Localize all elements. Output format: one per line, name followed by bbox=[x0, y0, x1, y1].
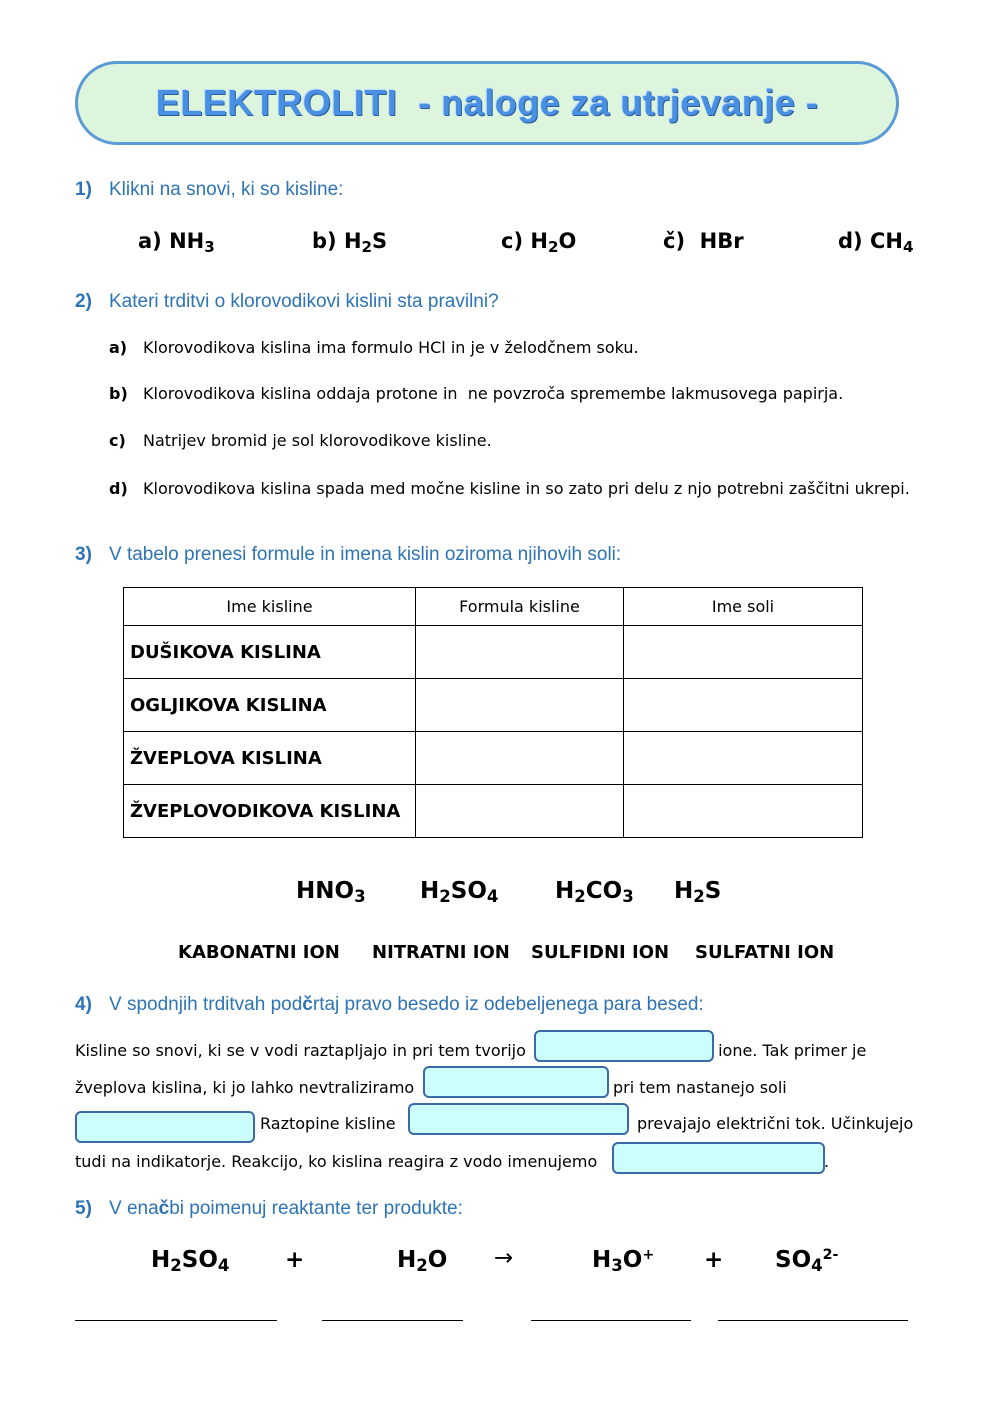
answer-line-1[interactable] bbox=[75, 1320, 277, 1321]
table-header: Ime soli bbox=[624, 588, 863, 626]
salt-drop-cell[interactable] bbox=[624, 785, 863, 838]
acid-name: ŽVEPLOVA KISLINA bbox=[124, 732, 416, 785]
blank-3[interactable] bbox=[75, 1111, 255, 1143]
q2-statement-a[interactable]: a) Klorovodikova kislina ima formulo HCl in je v želodčnem soku. bbox=[109, 338, 639, 357]
table-row bbox=[124, 785, 863, 838]
question-number: 5) bbox=[75, 1198, 92, 1219]
salt-drop-cell[interactable] bbox=[624, 679, 863, 732]
answer-line-4[interactable] bbox=[718, 1320, 908, 1321]
table-row bbox=[124, 626, 863, 679]
ion-nitrate[interactable]: NITRATNI ION bbox=[372, 942, 510, 963]
q2-statement-d[interactable]: d) Klorovodikova kislina spada med močne kisline in so zato pri delu z njo potrebni zaščitni ukrepi. bbox=[109, 479, 910, 498]
plus-sign: + bbox=[704, 1247, 724, 1273]
q1-option-b[interactable]: b) $H_2S$ bbox=[312, 229, 388, 256]
table-header: Ime kisline bbox=[124, 588, 416, 626]
question-text: Kateri trditvi o klorovodikovi kislini sta pravilni? bbox=[109, 291, 499, 312]
formula-h2co3[interactable]: $H_2CO_3$ bbox=[555, 878, 634, 907]
acid-table bbox=[123, 587, 863, 838]
formula-drop-cell[interactable] bbox=[416, 785, 624, 838]
reactant-h2so4: $H_2SO_4$ bbox=[151, 1247, 230, 1276]
question-3 bbox=[75, 544, 621, 566]
answer-line-2[interactable] bbox=[322, 1320, 463, 1321]
formula-h2so4[interactable]: $H_2SO_4$ bbox=[420, 878, 499, 907]
q2-statement-b[interactable]: b) Klorovodikova kislina oddaja protone in ne povzroča spremembe lakmusovega papirja. bbox=[109, 384, 844, 403]
salt-drop-cell[interactable] bbox=[624, 626, 863, 679]
formula-drop-cell[interactable] bbox=[416, 679, 624, 732]
table-header: Formula kisline bbox=[416, 588, 624, 626]
acid-name: DUŠIKOVA KISLINA bbox=[124, 626, 416, 679]
blank-2[interactable] bbox=[423, 1066, 609, 1098]
q1-option-a[interactable]: a) $NH_3$ bbox=[138, 229, 215, 256]
ion-carbonate[interactable]: KABONATNI ION bbox=[178, 942, 340, 963]
ion-sulfide[interactable]: SULFIDNI ION bbox=[531, 942, 670, 963]
q4-text-line: . bbox=[824, 1152, 830, 1171]
formula-drop-cell[interactable] bbox=[416, 626, 624, 679]
q4-text-line: Kisline so snovi, ki se v vodi raztapljajo in pri tem tvorijo bbox=[75, 1041, 526, 1060]
acid-name: OGLJIKOVA KISLINA bbox=[124, 679, 416, 732]
question-text: Klikni na snovi, ki so kisline: bbox=[109, 179, 344, 200]
ion-sulfate[interactable]: SULFATNI ION bbox=[695, 942, 835, 963]
q4-text-line: žveplova kislina, ki jo lahko nevtraliziramo bbox=[75, 1078, 415, 1097]
q4-text-line: tudi na indikatorje. Reakcijo, ko kislina reagira z vodo imenujemo bbox=[75, 1152, 598, 1171]
q1-option-ch[interactable]: č) HBr bbox=[663, 229, 744, 253]
q1-option-d[interactable]: d) $CH_4$ bbox=[838, 229, 914, 256]
q4-text-line: ione. Tak primer je bbox=[713, 1041, 867, 1060]
question-5: 5) V enačbi poimenuj reaktante ter produkte: bbox=[75, 1198, 463, 1219]
page-title: ELEKTROLITI - naloge za utrjevanje - bbox=[155, 82, 819, 123]
salt-drop-cell[interactable] bbox=[624, 732, 863, 785]
q4-text-line: pri tem nastanejo soli bbox=[613, 1078, 787, 1097]
table-row bbox=[124, 732, 863, 785]
product-so4: $SO_4^{2-}$ bbox=[775, 1247, 839, 1276]
blank-4[interactable] bbox=[408, 1103, 629, 1135]
question-2 bbox=[75, 291, 499, 313]
acid-name: ŽVEPLOVODIKOVA KISLINA bbox=[124, 785, 416, 838]
q1-option-c[interactable]: c) $H_2O$ bbox=[501, 229, 577, 256]
reactant-h2o: $H_2O$ bbox=[397, 1247, 448, 1276]
formula-h2s[interactable]: $H_2S$ bbox=[674, 878, 722, 907]
product-h3o: $H_3O^+$ bbox=[592, 1247, 655, 1276]
question-number: 4) bbox=[75, 994, 92, 1015]
question-1 bbox=[75, 179, 343, 201]
question-4: 4) V spodnjih trditvah podčrtaj pravo besedo iz odebeljenega para besed: bbox=[75, 994, 704, 1015]
blank-5[interactable] bbox=[612, 1142, 825, 1174]
q4-text-line: prevajajo električni tok. Učinkujejo bbox=[637, 1114, 914, 1133]
question-number: 2) bbox=[75, 291, 92, 312]
q2-statement-c[interactable]: c) Natrijev bromid je sol klorovodikove kisline. bbox=[109, 431, 492, 450]
q4-text-line: Raztopine kisline bbox=[260, 1114, 396, 1133]
question-number: 1) bbox=[75, 179, 92, 200]
reaction-arrow: → bbox=[494, 1245, 514, 1271]
formula-drop-cell[interactable] bbox=[416, 732, 624, 785]
title-banner bbox=[75, 61, 899, 145]
question-text: V tabelo prenesi formule in imena kislin oziroma njihovih soli: bbox=[109, 544, 622, 565]
question-number: 3) bbox=[75, 544, 92, 565]
formula-hno3[interactable]: $HNO_3$ bbox=[296, 878, 366, 907]
table-row bbox=[124, 679, 863, 732]
blank-1[interactable] bbox=[534, 1030, 714, 1062]
answer-line-3[interactable] bbox=[531, 1320, 691, 1321]
plus-sign: + bbox=[285, 1247, 305, 1273]
